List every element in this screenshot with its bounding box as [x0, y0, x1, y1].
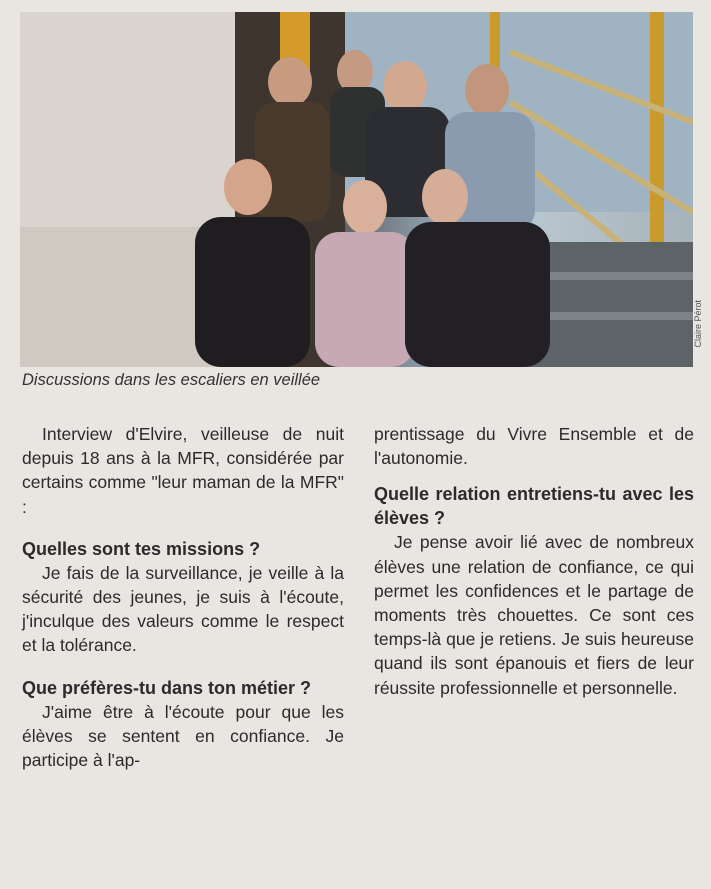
photo-caption: Discussions dans les escaliers en veillée: [22, 371, 321, 389]
continuation-paragraph: prentissage du Vivre Ensemble et de l'autonomie.: [374, 424, 694, 469]
answer-relation: Je pense avoir lié avec de nombreux élèves une relation de confiance, ce qui permet les confidences et le partage de moments très chouettes. Ce sont ces temps-là que je retiens. Je suis heureuse quand ils sont épanouis et fiers de leur réussite professionnelle et personnelle.: [374, 532, 694, 698]
photo-credit: Claire Pérot: [693, 300, 703, 348]
question-relation: Quelle relation entretiens-tu avec les élèves ?: [374, 484, 694, 529]
question-prefere: Que préfères-tu dans ton métier ?: [22, 677, 312, 698]
left-column: [22, 422, 344, 772]
question-missions: Quelles sont tes missions ?: [22, 538, 261, 559]
answer-missions: Je fais de la surveillance, je veille à la sécurité des jeunes, je suis à l'écoute, j'inculque des valeurs comme le respect et la tolérance.: [22, 562, 344, 656]
answer-prefere: J'aime être à l'écoute pour que les élèves se sentent en confiance. Je participe à l'ap-: [22, 701, 344, 771]
article-photo: [20, 12, 693, 367]
intro-paragraph: Interview d'Elvire, veilleuse de nuit depuis 18 ans à la MFR, considérée par certains comme "leur maman de la MFR" :: [22, 424, 344, 517]
photo-illustration: [20, 12, 693, 367]
right-column: [374, 422, 694, 700]
